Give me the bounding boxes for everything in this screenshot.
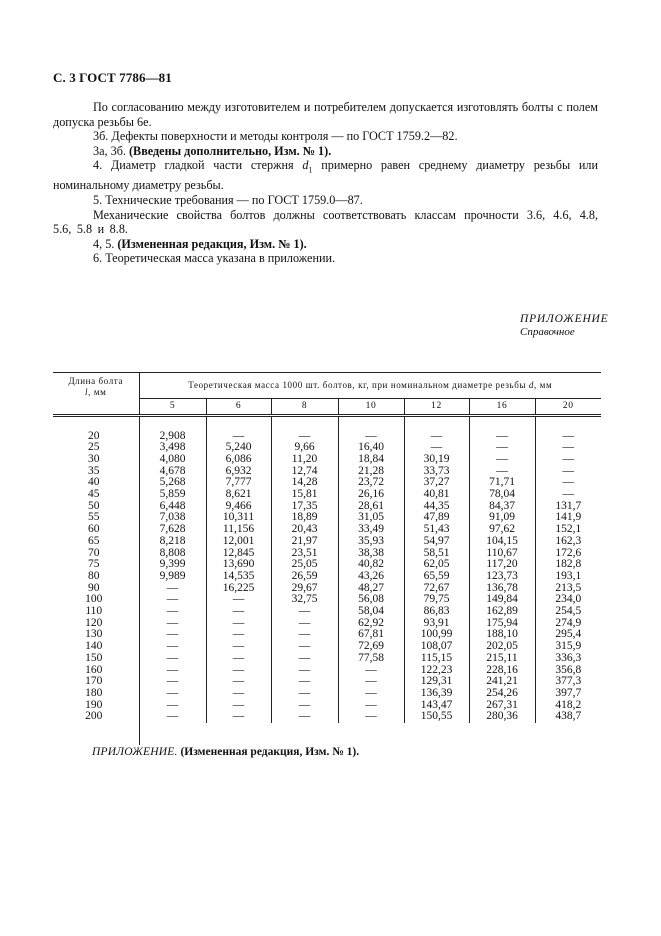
table-row [53,571,601,583]
mass-cell: 6,086 [206,454,271,466]
mass-cell: — [206,700,271,712]
paragraph-3a-3b-note: 3а, 3б. (Введены дополнительно, Изм. № 1). [93,143,332,158]
table-row [53,559,601,571]
spacer-cell [404,723,469,745]
mass-cell: 20,43 [271,524,338,536]
table-row [53,653,601,665]
mass-cell: — [139,594,206,606]
mass-cell: 93,91 [404,618,469,630]
length-cell: 35 [53,466,139,478]
length-cell: 50 [53,501,139,513]
table-tail-spacer [53,723,601,745]
spacer-cell [535,723,601,745]
mass-cell: 26,16 [338,489,404,501]
mass-cell: — [206,594,271,606]
mass-cell: 67,81 [338,629,404,641]
amendment-note: (Измененная редакция, Изм. № 1). [117,236,307,251]
mass-cell: 418,2 [555,698,582,711]
mass-cell: 65,59 [404,571,469,583]
mass-cell: — [338,676,404,688]
var-subscript: 1 [308,165,313,175]
mass-cell: — [404,442,469,454]
mass-cell: 21,97 [271,536,338,548]
mass-cell: — [338,415,404,442]
mass-cell: 11,156 [206,524,271,536]
mass-cell: 25,05 [271,559,338,571]
length-cell: 60 [53,524,139,536]
mass-cell: — [562,464,574,477]
mass-cell: — [271,629,338,641]
mass-cell: 241,21 [469,676,535,688]
mass-cell: — [139,665,206,677]
mass-cell: 122,23 [404,665,469,677]
mass-cell: 58,51 [404,548,469,560]
length-cell: 130 [53,629,139,641]
mass-cell: — [206,688,271,700]
mass-group-header: Теоретическая масса 1000 шт. болтов, кг, при номинальном диаметре резьбы d, мм [139,373,601,399]
mass-cell: 23,51 [271,548,338,560]
length-cell: 40 [53,477,139,489]
mass-cell: 193,1 [555,569,582,582]
body-text [53,100,598,266]
diameter-header: 8 [271,398,338,415]
mass-cell: — [271,665,338,677]
mass-cell: 33,49 [338,524,404,536]
mass-cell: 38,38 [338,548,404,560]
mass-cell: 2,908 [139,415,206,442]
mass-cell: — [338,688,404,700]
appendix-title: ПРИЛОЖЕНИЕ [520,313,609,325]
mass-cell: 48,27 [338,583,404,595]
table-row [53,629,601,641]
mass-cell: — [206,641,271,653]
var-d: d [302,158,309,173]
mass-cell: 18,84 [338,454,404,466]
mass-cell: 397,7 [555,686,582,699]
mass-cell: — [139,583,206,595]
length-cell: 140 [53,641,139,653]
mass-cell: 117,20 [469,559,535,571]
mass-cell: 91,09 [469,512,535,524]
table-row [53,442,601,454]
footer-note [92,746,359,758]
table-row [53,594,601,606]
spacer-cell [469,723,535,745]
mass-cell: 47,89 [404,512,469,524]
mass-cell: 315,9 [555,640,582,653]
length-cell: 70 [53,548,139,560]
footer-note-amendment: (Измененная редакция, Изм. № 1). [177,746,360,758]
mass-cell: 115,15 [404,653,469,665]
mass-cell: 14,535 [206,571,271,583]
mass-cell: 14,28 [271,477,338,489]
mass-cell: 5,240 [206,442,271,454]
mass-cell: — [139,653,206,665]
mass-cell: 213,5 [555,581,582,594]
mass-cell: — [338,700,404,712]
mass-cell: — [562,452,574,465]
mass-cell: 51,43 [404,524,469,536]
mass-cell: 26,59 [271,571,338,583]
mass-cell: 23,72 [338,477,404,489]
mass-cell: 131,7 [555,499,582,512]
mass-cell: 86,83 [404,606,469,618]
spacer-cell [338,723,404,745]
mass-cell: — [206,676,271,688]
length-cell: 65 [53,536,139,548]
diameter-header: 10 [338,398,404,415]
mass-cell: 12,001 [206,536,271,548]
mass-cell: 43,26 [338,571,404,583]
mass-cell: 78,04 [469,489,535,501]
table-row [53,489,601,501]
mass-cell: 8,808 [139,548,206,560]
paragraph-4: 4. Диаметр гладкой части стержня $d_1$ примерно равен среднему диаметру резьбы или номинальному диаметру резьбы. [53,158,599,193]
mass-cell: 7,777 [206,477,271,489]
table-row [53,512,601,524]
mass-cell: — [206,711,271,723]
mass-cell: 11,20 [271,454,338,466]
mass-cell: — [562,488,574,501]
mass-cell: 12,74 [271,466,338,478]
mass-cell: — [469,415,535,442]
table-row [53,606,601,618]
diameter-header: 5 [139,398,206,415]
mass-cell: 18,89 [271,512,338,524]
mass-cell: 254,26 [469,688,535,700]
mass-cell: 72,67 [404,583,469,595]
length-cell: 190 [53,700,139,712]
mass-cell: 110,67 [469,548,535,560]
mass-cell: 172,6 [555,546,582,559]
mass-cell: 143,47 [404,700,469,712]
mass-cell: 228,16 [469,665,535,677]
table-row [53,477,601,489]
length-cell: 25 [53,442,139,454]
paragraph-3b: 3б. Дефекты поверхности и методы контроля — по ГОСТ 1759.2—82. [93,129,458,144]
length-cell: 55 [53,512,139,524]
mass-cell: 21,28 [338,466,404,478]
mass-cell: 62,05 [404,559,469,571]
table-row [53,700,601,712]
mass-cell: 175,94 [469,618,535,630]
mass-cell: 5,859 [139,489,206,501]
table-row [53,583,601,595]
length-cell: 80 [53,571,139,583]
mass-cell: 79,75 [404,594,469,606]
length-cell: 150 [53,653,139,665]
mass-cell: 3,498 [139,442,206,454]
spacer-cell [206,723,271,745]
mass-cell: — [139,676,206,688]
mass-cell: 5,268 [139,477,206,489]
mass-cell: 31,05 [338,512,404,524]
mass-cell: 97,62 [469,524,535,536]
footer-note-appendix: ПРИЛОЖЕНИЕ. [92,746,178,758]
mass-cell: 84,37 [469,501,535,513]
mass-cell: 9,466 [206,501,271,513]
mass-cell: — [562,441,574,454]
mass-cell: 8,218 [139,536,206,548]
table-row [53,536,601,548]
mass-cell: — [139,618,206,630]
mass-cell: 141,9 [555,511,582,524]
mass-cell: — [469,442,535,454]
mass-cell: 150,55 [404,711,469,723]
table-row [53,688,601,700]
mass-cell: 149,84 [469,594,535,606]
mass-cell: 336,3 [555,651,582,664]
mass-cell: 10,311 [206,512,271,524]
length-cell: 200 [53,711,139,723]
table-row [53,711,601,723]
page-header: С. 3 ГОСТ 7786—81 [53,70,172,85]
mass-cell: — [271,711,338,723]
mass-cell: 16,225 [206,583,271,595]
mass-cell: 7,038 [139,512,206,524]
mass-cell: 15,81 [271,489,338,501]
mass-cell: 30,19 [404,454,469,466]
mass-cell: 162,3 [555,534,582,547]
mass-cell: — [271,653,338,665]
theoretical-mass-table [53,372,601,745]
mass-cell: — [139,700,206,712]
mass-cell: — [271,700,338,712]
mass-cell: — [404,415,469,442]
mass-cell: 13,690 [206,559,271,571]
mass-cell: 136,39 [404,688,469,700]
mass-cell: 9,66 [271,442,338,454]
mass-cell: — [139,711,206,723]
mass-cell: — [206,653,271,665]
mass-cell: 33,73 [404,466,469,478]
mass-cell: 9,989 [139,571,206,583]
table-row [53,524,601,536]
mass-cell: 40,81 [404,489,469,501]
mass-cell: 29,67 [271,583,338,595]
mass-cell: 40,82 [338,559,404,571]
mass-cell: 7,628 [139,524,206,536]
mass-cell: 12,845 [206,548,271,560]
table-row [53,676,601,688]
mass-cell: 129,31 [404,676,469,688]
mass-cell: — [206,629,271,641]
mass-cell: — [338,665,404,677]
mass-cell: 16,40 [338,442,404,454]
paragraph-6: 6. Теоретическая масса указана в приложении. [93,251,336,266]
paragraph-5: 5. Технические требования — по ГОСТ 1759.0—87. [93,193,363,207]
mass-cell: 6,932 [206,466,271,478]
table-row [53,665,601,677]
table-row [53,641,601,653]
mass-cell: 44,35 [404,501,469,513]
mass-cell: — [271,415,338,442]
mass-cell: 4,678 [139,466,206,478]
mass-cell: — [139,641,206,653]
mass-cell: — [338,711,404,723]
mass-cell: 280,36 [469,711,535,723]
mass-cell: 62,92 [338,618,404,630]
mass-cell: 9,399 [139,559,206,571]
mass-cell: 28,61 [338,501,404,513]
paragraph-mechanical-properties: Механические свойства болтов должны соответствовать классам прочности 3.6, 4.6, 4.8, 5.6, 5.8 и 8.8. [53,207,598,237]
appendix-heading [520,313,608,339]
diameter-header: 12 [404,398,469,415]
mass-cell: 104,15 [469,536,535,548]
mass-cell: 274,9 [555,616,582,629]
mass-cell: 54,97 [404,536,469,548]
mass-cell: 77,58 [338,653,404,665]
mass-cell: 17,35 [271,501,338,513]
mass-cell: 72,69 [338,641,404,653]
length-cell: 100 [53,594,139,606]
mass-cell: 71,71 [469,477,535,489]
diameter-header: 16 [469,398,535,415]
length-cell: 120 [53,618,139,630]
mass-cell: 215,11 [469,653,535,665]
table-row [53,618,601,630]
mass-cell: 188,10 [469,629,535,641]
mass-cell: 438,7 [555,710,582,723]
mass-cell: — [139,688,206,700]
mass-cell: — [271,606,338,618]
paragraph-thread-tolerance: По согласованию между изготовителем и потребителем допускается изготовлять болты с полем допуска резьбы 6е. [53,100,598,129]
mass-cell: 123,73 [469,571,535,583]
table-row [53,548,601,560]
mass-cell: 377,3 [555,675,582,688]
length-cell: 170 [53,676,139,688]
mass-cell: — [206,415,271,442]
mass-cell: 295,4 [555,628,582,641]
length-cell: 90 [53,583,139,595]
mass-cell: — [271,641,338,653]
mass-cell: 100,99 [404,629,469,641]
mass-cell: — [562,476,574,489]
mass-cell: 152,1 [555,523,582,536]
mass-cell: 56,08 [338,594,404,606]
length-header: Длина болта l, мм [53,373,139,399]
mass-cell: 234,0 [555,593,582,606]
appendix-subtitle: Справочное [520,326,575,338]
mass-cell: 254,5 [555,605,582,618]
mass-cell: 4,080 [139,454,206,466]
mass-cell: 136,78 [469,583,535,595]
mass-cell: — [206,665,271,677]
length-header-spacer [53,398,139,415]
length-cell: 180 [53,688,139,700]
amendment-note: (Введены дополнительно, Изм. № 1). [129,143,332,158]
length-cell: 110 [53,606,139,618]
table-row [53,454,601,466]
mass-cell: 37,27 [404,477,469,489]
mass-cell: — [271,688,338,700]
mass-cell: — [562,429,574,442]
mass-cell: — [271,676,338,688]
length-cell: 75 [53,559,139,571]
table-body [53,415,601,745]
mass-cell: 182,8 [555,558,582,571]
mass-cell: — [271,618,338,630]
spacer-cell [53,723,139,745]
diameter-header: 20 [535,398,601,415]
mass-cell: — [469,466,535,478]
table-row [53,501,601,513]
mass-cell: 35,93 [338,536,404,548]
table-row [53,415,601,442]
mass-cell: 162,89 [469,606,535,618]
mass-cell: — [206,606,271,618]
mass-cell: 202,05 [469,641,535,653]
mass-cell: 32,75 [271,594,338,606]
mass-cell: — [139,629,206,641]
paragraph-4-5-note: 4, 5. (Измененная редакция, Изм. № 1). [93,236,307,251]
spacer-cell [139,723,206,745]
mass-cell: 356,8 [555,663,582,676]
mass-cell: 58,04 [338,606,404,618]
length-cell: 45 [53,489,139,501]
mass-cell: 108,07 [404,641,469,653]
mass-cell: — [206,618,271,630]
mass-cell: — [469,454,535,466]
table-row [53,466,601,478]
diameter-header: 6 [206,398,271,415]
length-cell: 20 [53,415,139,442]
mass-cell: — [139,606,206,618]
spacer-cell [271,723,338,745]
mass-cell: 267,31 [469,700,535,712]
mass-cell: 6,448 [139,501,206,513]
length-cell: 160 [53,665,139,677]
mass-cell: 8,621 [206,489,271,501]
length-cell: 30 [53,454,139,466]
